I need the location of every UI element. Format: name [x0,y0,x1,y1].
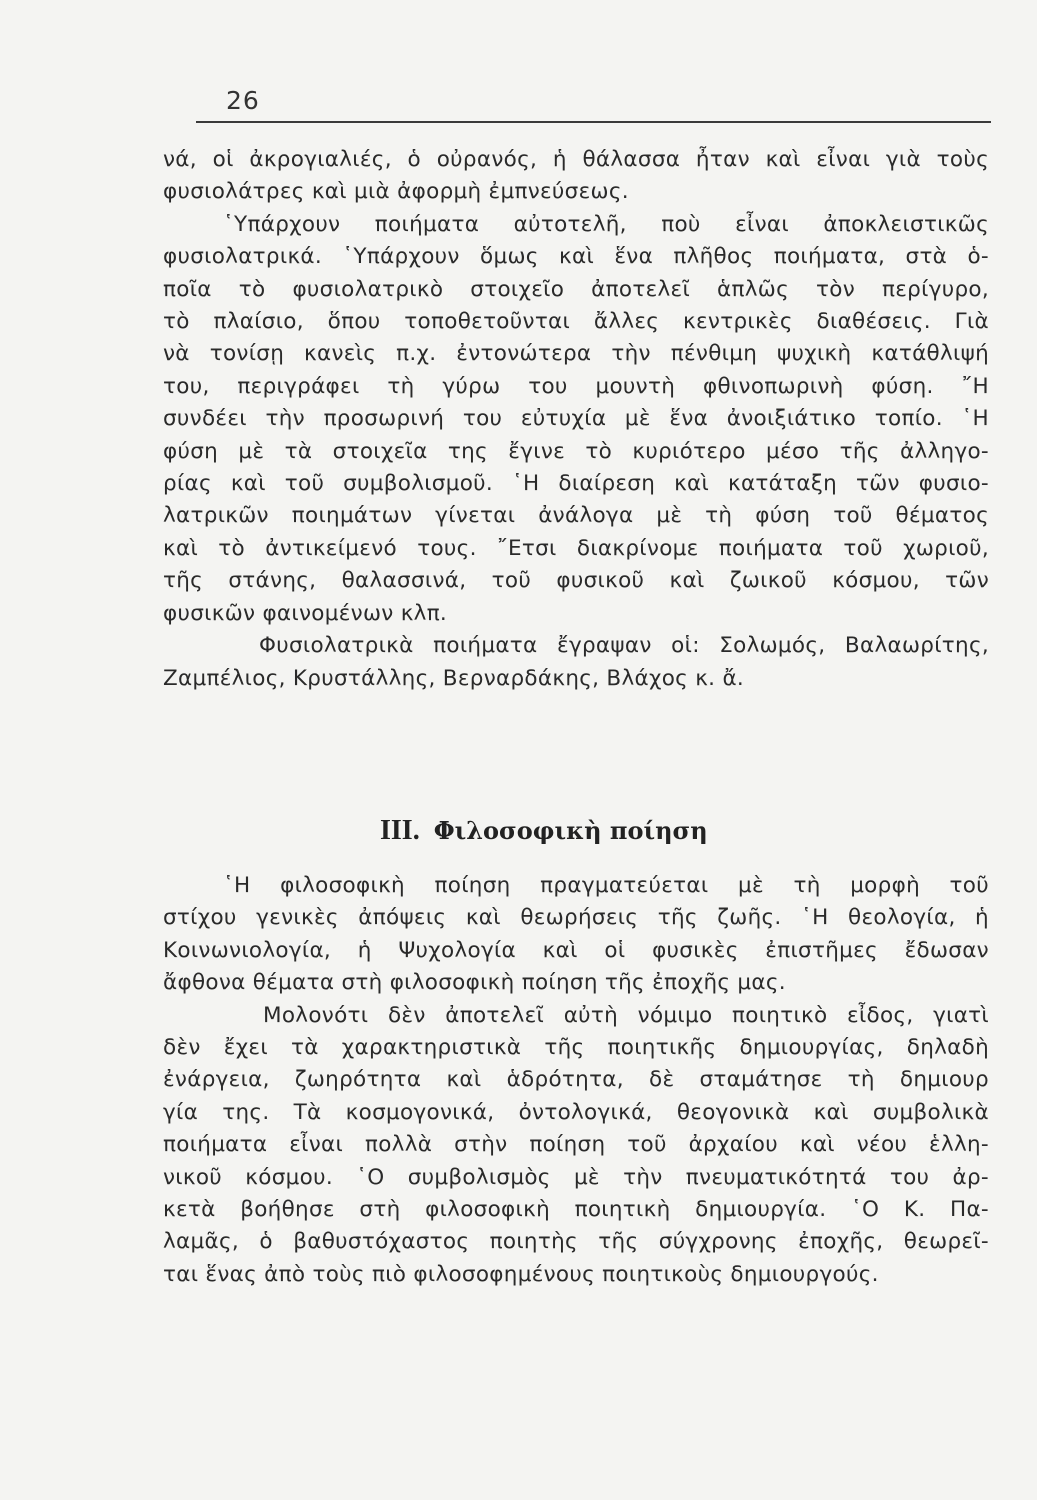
text-line: στίχου γενικὲς ἀπόψεις καὶ θεωρήσεις τῆς ζωῆς. ῾Η θεολογία, ἡ [163,905,989,931]
text-line: φύση μὲ τὰ στοιχεῖα της ἔγινε τὸ κυριότερο μέσο τῆς ἀλληγο- [163,438,989,464]
text-line: του, περιγράφει τὴ γύρω του μουντὴ φθινοπωρινὴ φύση. ῎Η [163,373,989,399]
section-heading [380,815,708,847]
text-line: Ζαμπέλιος, Κρυστάλλης, Βερναρδάκης, Βλάχος κ. ἄ. [163,665,745,691]
text-line: ποῖα τὸ φυσιολατρικὸ στοιχεῖο ἀποτελεῖ ἁπλῶς τὸν περίγυρο, [163,276,989,302]
section-heading-title: Φιλοσοφικὴ ποίηση [433,816,708,845]
text-line: τὸ πλαίσιο, ὅπου τοποθετοῦνται ἄλλες κεντρικὲς διαθέσεις. Γιὰ [163,309,989,335]
section-nature-poetry-text [163,144,989,695]
text-line: ἄφθονα θέματα στὴ φιλοσοφικὴ ποίηση τῆς ἐποχῆς μας. [163,970,786,996]
text-line: νά, οἱ ἀκρογιαλιές, ὁ οὐρανός, ἡ θάλασσα ἦταν καὶ εἶναι γιὰ τοὺς [163,147,989,172]
text-line: Κοινωνιολογία, ἡ Ψυχολογία καὶ οἱ φυσικὲς ἐπιστῆμες ἔδωσαν [163,937,989,963]
text-line: ποιήματα εἶναι πολλὰ στὴν ποίηση τοῦ ἀρχαίου καὶ νέου ἑλλη- [163,1132,989,1158]
text-line: λατρικῶν ποιημάτων γίνεται ἀνάλογα μὲ τὴ φύση τοῦ θέματος [163,503,989,529]
text-line: ἐνάργεια, ζωηρότητα καὶ ἁδρότητα, δὲ σταμάτησε τὴ δημιουρ [163,1067,989,1093]
text-line: φυσικῶν φαινομένων κλπ. [163,600,448,626]
text-line: νὰ τονίσῃ κανεὶς π.χ. ἐντονώτερα τὴν πένθιμη ψυχικὴ κατάθλιψή [163,341,989,367]
text-line: ρίας καὶ τοῦ συμβολισμοῦ. ῾Η διαίρεση καὶ κατάταξη τῶν φυσιο- [163,471,989,497]
text-line: ται ἕνας ἀπὸ τοὺς πιὸ φιλοσοφημένους ποιητικοὺς δημιουργούς. [163,1261,879,1287]
text-line: δὲν ἔχει τὰ χαρακτηριστικὰ τῆς ποιητικῆς δημιουργίας, δηλαδὴ [163,1035,989,1061]
text-line: γία της. Τὰ κοσμογονικά, ὀντολογικά, θεογονικὰ καὶ συμβολικὰ [163,1099,989,1125]
text-line: κετὰ βοήθησε στὴ φιλοσοφικὴ ποιητικὴ δημιουργία. ῾Ο Κ. Πα- [163,1197,989,1223]
page-number: 26 [226,86,260,115]
text-line: ῾Υπάρχουν ποιήματα αὐτοτελῆ, ποὺ εἶναι ἀποκλειστικῶς [223,211,989,237]
text-line: λαμᾶς, ὁ βαθυστόχαστος ποιητὴς τῆς σύγχρονης ἐποχῆς, θεωρεῖ- [163,1229,989,1255]
text-line: φυσιολάτρες καὶ μιὰ ἀφορμὴ ἐμπνεύσεως. [163,179,629,205]
text-line: ῾Η φιλοσοφικὴ ποίηση πραγματεύεται μὲ τὴ μορφὴ τοῦ [223,873,989,898]
text-line: Φυσιολατρικὰ ποιήματα ἔγραψαν οἱ: Σολωμός, Βαλαωρίτης, [259,633,989,659]
header-rule [196,121,991,123]
text-line: φυσιολατρικά. ῾Υπάρχουν ὅμως καὶ ἕνα πλῆθος ποιήματα, στὰ ὁ- [163,244,989,270]
text-line: τῆς στάνης, θαλασσινά, τοῦ φυσικοῦ καὶ ζωικοῦ κόσμου, τῶν [163,568,989,594]
section-heading-number: III. [380,815,420,846]
section-philosophical-poetry-text [163,870,989,1291]
text-line: συνδέει τὴν προσωρινή του εὐτυχία μὲ ἕνα ἀνοιξιάτικο τοπίο. ῾Η [163,406,989,432]
text-line: νικοῦ κόσμου. ῾Ο συμβολισμὸς μὲ τὴν πνευματικότητά του ἀρ- [163,1164,989,1190]
text-line: Μολονότι δὲν ἀποτελεῖ αὐτὴ νόμιμο ποιητικὸ εἶδος, γιατὶ [263,1002,989,1028]
text-line: καὶ τὸ ἀντικείμενό τους. ῎Ετσι διακρίνομε ποιήματα τοῦ χωριοῦ, [163,535,989,561]
